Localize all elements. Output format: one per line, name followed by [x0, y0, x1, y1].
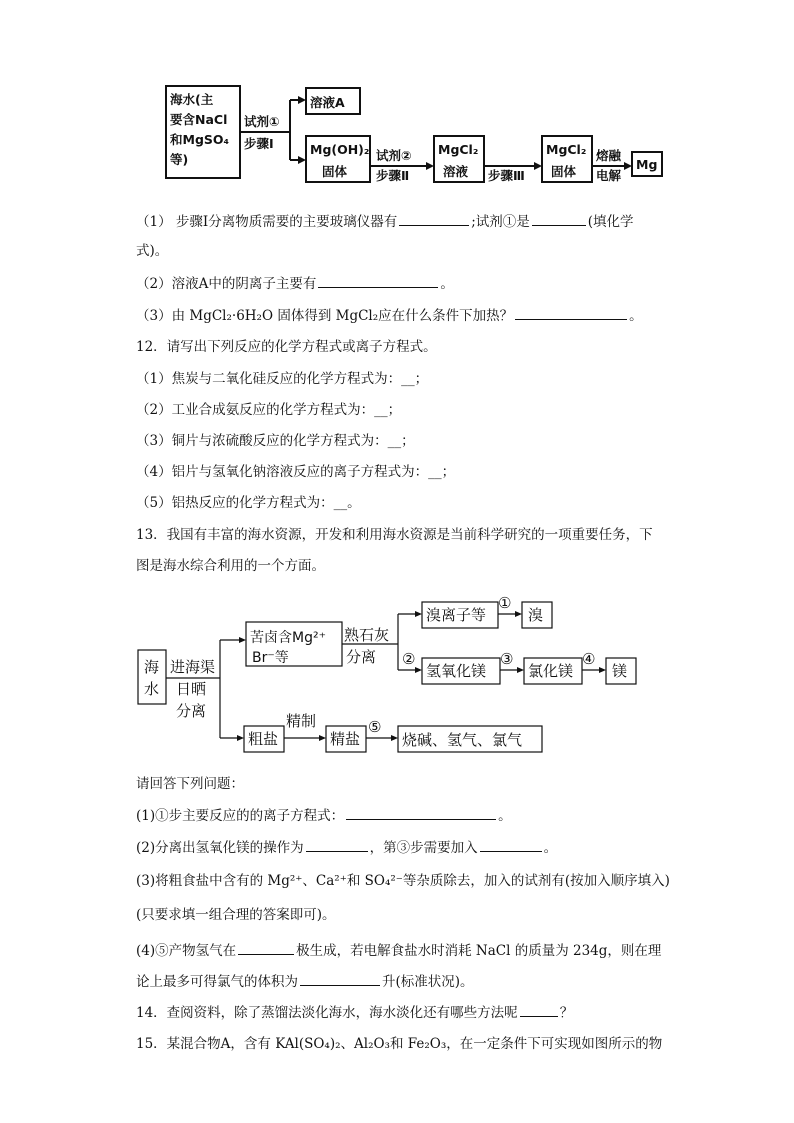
mg-label: Mg: [636, 157, 658, 172]
q13-a2b: ，第③步需要加入: [369, 840, 478, 856]
sep-label: 分离: [176, 702, 207, 720]
mgcl2-solid-label: MgCl₂: [546, 142, 587, 157]
q14: [136, 1003, 573, 1022]
q13-a4b: 极生成，若电解食盐水时消耗 NaCl 的质量为 234g，则在理: [296, 943, 662, 959]
mgoh-label: 氢氧化镁: [426, 662, 487, 680]
sea-char-2: 水: [144, 680, 160, 698]
q13-a3-cont: (只要求填一组合理的答案即可)。: [136, 907, 336, 923]
q11-p3a: （3）由 MgCl₂·6H₂O 固体得到 MgCl₂应在什么条件下加热？: [136, 308, 514, 324]
sep2-label: 分离: [346, 648, 377, 666]
solution-a-label: 溶液A: [310, 95, 345, 110]
solid-label: 固体: [322, 164, 348, 179]
q13-a1b: 。: [498, 808, 512, 824]
q11-p2a: （2）溶液A中的阴离子主要有: [136, 276, 317, 292]
step2-label: 步骤Ⅱ: [376, 168, 410, 183]
fine-salt-label: 精盐: [330, 730, 361, 748]
mgoh2-label: Mg(OH)₂: [310, 142, 370, 157]
mgcl2-label: MgCl₂: [438, 142, 479, 157]
blank-reagent1[interactable]: [532, 212, 586, 226]
step-2-circle: ②: [402, 650, 416, 668]
q12-item-5: （5）铝热反应的化学方程式为：__。: [136, 495, 361, 511]
q13-a3: (3)将粗食盐中含有的 Mg²⁺、Ca²⁺和 SO₄²⁻等杂质除去，加入的试剂有(按加入顺序填入): [136, 873, 670, 889]
q13-a4: [136, 941, 661, 960]
melt-label: 熔融: [596, 148, 622, 163]
q13-intro-2: 图是海水综合利用的一个方面。: [136, 558, 325, 574]
seawater-line-3: 和MgSO₄: [170, 132, 229, 147]
bromine-label: 溴: [528, 606, 544, 624]
reagent2-label: 试剂②: [376, 148, 412, 163]
seawater-utilization-flow-diagram: [136, 592, 556, 762]
reagent1-label: 试剂①: [244, 114, 280, 129]
q12-item-2: （2）工业合成氨反应的化学方程式为：__；: [136, 402, 402, 418]
q13-a1a: (1)①步主要反应的的离子方程式：: [136, 808, 345, 824]
refine-label: 精制: [286, 712, 317, 730]
q13-a4d: 升(标准状况)。: [382, 974, 474, 990]
sun-label: 日晒: [176, 680, 207, 698]
bromide-label: 溴离子等: [426, 606, 487, 624]
products-label: 烧碱、氢气、氯气: [402, 731, 523, 749]
step-4-circle: ④: [582, 650, 596, 668]
q11-line-3: [136, 274, 454, 293]
sea-char-1: 海: [144, 658, 160, 676]
q12-item-3: （3）铜片与浓硫酸反应的化学方程式为：__；: [136, 433, 415, 449]
q13-intro-1: 13．我国有丰富的海水资源，开发和利用海水资源是当前科学研究的一项重要任务，下: [136, 527, 653, 543]
crude-salt-label: 粗盐: [248, 730, 279, 748]
q13-prompt: 请回答下列问题：: [136, 776, 244, 792]
q13-a2c: 。: [543, 840, 558, 856]
blank-anions[interactable]: [318, 274, 438, 288]
step3-label: 步骤Ⅲ: [488, 168, 525, 183]
blank-electrode[interactable]: [238, 941, 294, 955]
blank-ion-equation[interactable]: [346, 806, 496, 820]
q11-p2b: 。: [440, 276, 454, 292]
seawater-mg-flow-diagram: [160, 80, 670, 190]
q13-a4-cont: [136, 972, 474, 991]
blank-condition[interactable]: [515, 306, 627, 320]
q13-a2: [136, 838, 557, 857]
bittern-line-1: 苦卤含Mg²⁺: [250, 630, 326, 646]
solution-label: 溶液: [443, 164, 469, 179]
seawater-flow-tail: [500, 592, 660, 702]
seawater-line-1: 海水(主: [170, 92, 214, 107]
q11-p1c: (填化学: [587, 214, 634, 230]
q12-item-1: （1）焦炭与二氧化硅反应的化学方程式为：__；: [136, 371, 429, 387]
q11-p1d: 式)。: [136, 243, 169, 259]
q11-p1b: ;试剂①是: [471, 214, 530, 230]
q11-p3b: 。: [629, 308, 643, 324]
step-3-circle: ③: [500, 650, 514, 668]
q11-line-1: [136, 212, 634, 231]
step-5-circle: ⑤: [368, 718, 382, 736]
q13-a4c: 论上最多可得氯气的体积为: [136, 974, 298, 990]
blank-separation-op[interactable]: [306, 838, 368, 852]
solid-b-label: 固体: [551, 164, 577, 179]
mgcl-label: 氯化镁: [528, 662, 574, 680]
q13-a2a: (2)分离出氢氧化镁的操作为: [136, 840, 304, 856]
q13-a1: [136, 806, 512, 825]
seawater-line-2: 要含NaCl: [170, 112, 228, 127]
blank-step3-reagent[interactable]: [480, 838, 542, 852]
blank-chlorine-volume[interactable]: [300, 972, 380, 986]
q11-p1a: （1） 步骤Ⅰ分离物质需要的主要玻璃仪器有: [136, 214, 398, 230]
step1-label: 步骤Ⅰ: [244, 136, 274, 151]
blank-glassware[interactable]: [399, 212, 469, 226]
seawater-line-4: 等): [170, 152, 189, 167]
q15: 15．某混合物A，含有 KAl(SO₄)₂、Al₂O₃和 Fe₂O₃，在一定条件下可实现如图所示的物: [136, 1036, 663, 1052]
q14-end: ？: [559, 1005, 574, 1021]
q12-item-4: （4）铝片与氢氧化钠溶液反应的离子方程式为：__；: [136, 464, 456, 480]
q11-line-4: [136, 306, 643, 325]
bittern-line-2: Br⁻等: [252, 650, 289, 666]
electrolysis-label: 电解: [596, 168, 622, 183]
q12-title: 12．请写出下列反应的化学方程式或离子方程式。: [136, 339, 437, 355]
channel-label: 进海渠: [170, 658, 216, 676]
q11-line-2: [136, 242, 168, 260]
step-1-circle: ①: [498, 594, 512, 612]
magnesium-label: 镁: [612, 662, 628, 680]
lime-label: 熟石灰: [344, 626, 390, 644]
q14-text: 14．查阅资料，除了蒸馏法淡化海水，海水淡化还有哪些方法呢: [136, 1005, 518, 1021]
q13-a4a: (4)⑤产物氢气在: [136, 943, 237, 959]
blank-desalination[interactable]: [520, 1003, 558, 1017]
